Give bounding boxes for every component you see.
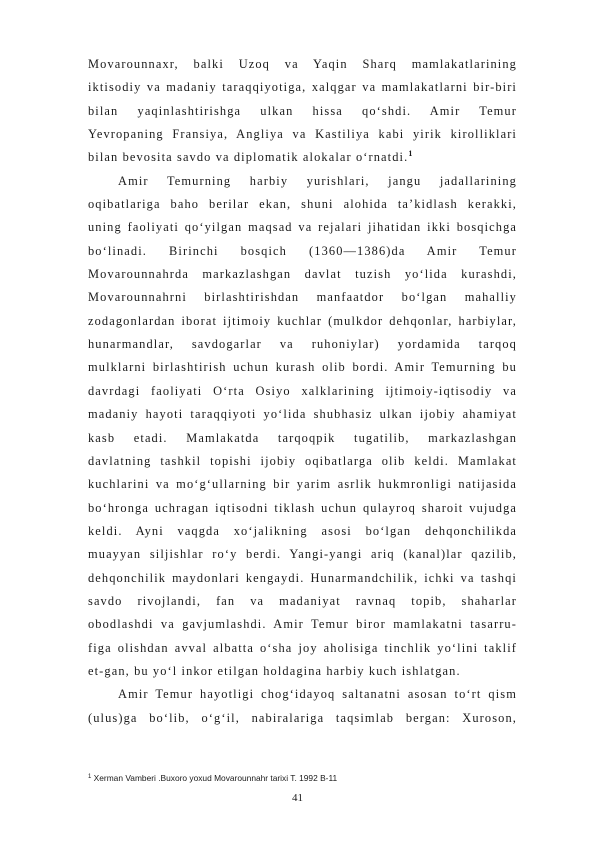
footnote: [88, 773, 337, 783]
text-line: [88, 146, 517, 169]
text-line: davrdagi faoliyati O‘rta Osiyo xalklarining ijtimoiy-iqtisodiy va: [88, 383, 517, 398]
text-line: Movarounnaxr, balki Uzoq va Yaqin Sharq mamlakatlarining: [88, 57, 517, 71]
text-line: uning faoliyati qo‘yilgan maqsad va rejalari jihatidan ikki bosqichga: [88, 220, 517, 235]
text-line: bilan yaqinlashtirishga ulkan hissa qo‘shdi. Amir Temur: [88, 103, 517, 118]
text-line: oqibatlariga baho berilar ekan, shuni alohida ta’kidlash kerakki,: [88, 197, 517, 212]
text-line: kuchlarini va mo‘g‘ullarning bir yarim asrlik hukmronligi natijasida: [88, 477, 517, 492]
text-line: Movarounnahrni birlashtirishdan manfaatdor bo‘lgan mahalliy: [88, 290, 517, 305]
text-line: dehqonchilik maydonlari kengaydi. Hunarmandchilik, ichki va tashqi: [88, 570, 517, 585]
text-line: mulklarni birlashtirish uchun kurash olib bordi. Amir Temurning bu: [88, 360, 517, 375]
text-line: figa olishdan avval albatta o‘sha joy aholisiga tinchlik yo‘lini taklif: [88, 640, 517, 655]
text-line: kasb etadi. Mamlakatda tarqoqpik tugatilib, markazlashgan: [88, 430, 517, 445]
text-line: Yevropaning Fransiya, Angliya va Kastiliya kabi yirik kirolliklari: [88, 127, 517, 142]
text-line: madaniy hayoti taraqqiyoti yo‘lida shubhasiz ulkan ijobiy ahamiyat: [88, 407, 517, 422]
text-line: zodagonlardan iborat ijtimoiy kuchlar (mulkdor dehqonlar, harbiylar,: [88, 313, 517, 328]
text-line: Movarounnahrda markazlashgan davlat tuzish yo‘lida kurashdi,: [88, 267, 517, 282]
text-line: bo‘linadi. Birinchi bosqich (1360—1386)da Amir Temur: [88, 243, 517, 258]
footnote-marker: 1: [88, 774, 92, 780]
text-line: savdo rivojlandi, fan va madaniyat ravnaq topib, shaharlar: [88, 593, 517, 608]
text-line: et-gan, bu yo‘l inkor etilgan holdagina harbiy kuch ishlatgan.: [88, 663, 461, 678]
document-body: [88, 53, 517, 730]
text-line-content: bilan bevosita savdo va diplomatik alokalar o‘rnatdi.: [88, 150, 409, 165]
text-line: iktisodiy va madaniy taraqqiyotiga, xalqgar va mamlakatlarni bir-biri: [88, 80, 517, 95]
text-line: keldi. Ayni vaqgda xo‘jalikning asosi bo‘lgan dehqonchilikda: [88, 523, 517, 538]
text-line: Amir Temur hayotligi chog‘idayoq saltanatni asosan to‘rt qism: [118, 687, 517, 702]
footnote-text: Xerman Vamberi .Buxoro yoxud Movarounnahr tarixi T. 1992 B-11: [93, 773, 338, 783]
footnote-reference[interactable]: 1: [408, 149, 413, 159]
text-line: hunarmandlar, savdogarlar va ruhoniylar) yordamida tarqoq: [88, 337, 517, 352]
text-line: bo‘hronga uchragan iqtisodni tiklash uchun qulayroq sharoit vujudga: [88, 500, 517, 515]
page-number: 41: [292, 792, 303, 804]
text-line: (ulus)ga bo‘lib, o‘g‘il, nabiralariga taqsimlab bergan: Xuroson,: [88, 710, 517, 725]
text-line: Amir Temurning harbiy yurishlari, jangu jadallarining: [118, 173, 517, 188]
text-line: davlatning tashkil topishi ijobiy oqibatlarga olib keldi. Mamlakat: [88, 453, 517, 468]
text-line: muayyan siljishlar ro‘y berdi. Yangi-yangi ariq (kanal)lar qazilib,: [88, 547, 517, 562]
text-line: obodlashdi va gavjumlashdi. Amir Temur biror mamlakatni tasarru-: [88, 617, 517, 632]
